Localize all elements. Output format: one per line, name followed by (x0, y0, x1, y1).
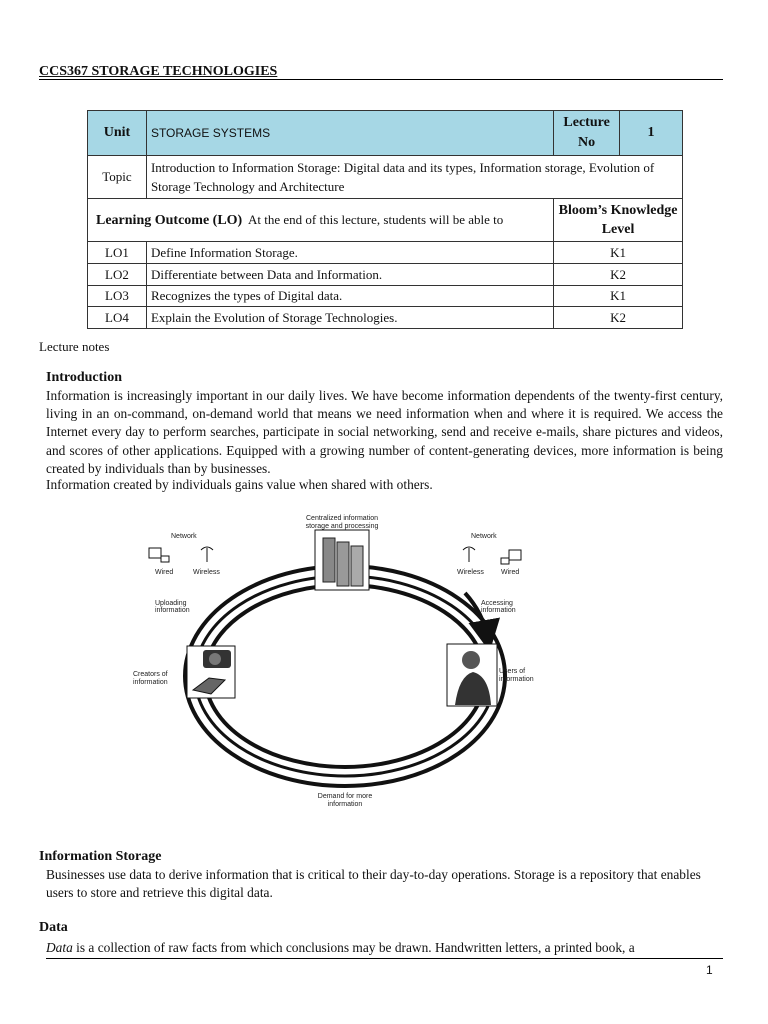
lo-level: K2 (554, 307, 683, 329)
header-rule (39, 79, 723, 80)
demand-label-1: Demand for more (317, 793, 373, 800)
learning-outcomes-table (87, 110, 683, 329)
wired-left-label: Wired (155, 569, 174, 576)
accessing-label-1: Accessing (481, 600, 513, 607)
lo-id: LO2 (88, 264, 147, 286)
users-label-2: information (499, 676, 534, 683)
creators-label-2: information (133, 679, 168, 686)
lo-id: LO1 (88, 242, 147, 264)
uploading-label-2: information (155, 607, 190, 614)
topic-text: Introduction to Information Storage: Digital data and its types, Information storage, Evolution of Storage Technology and Architecture (146, 156, 682, 199)
lo-row (88, 307, 683, 329)
lo-text: Recognizes the types of Digital data. (146, 286, 553, 307)
lo-row (88, 242, 683, 264)
lo-heading-cell (88, 199, 554, 242)
introduction-paragraph: Information is increasingly important in our daily lives. We have become information dependents of the twenty-first century, living in an on-command, on-demand world that means we need information when and where it is required. We access the Internet every day to perform searches, participate in social networking, send and receive e-mails, share pictures and videos, and scores of other applications. Equipped with a growing number of content-generating devices, more information is being created by individuals than by businesses. (46, 388, 723, 476)
lo-text: Differentiate between Data and Information. (146, 264, 553, 286)
network-right-label: Network (471, 533, 497, 540)
wireless-tower-icon (201, 547, 213, 562)
information-storage-heading: Information Storage (39, 849, 162, 864)
lo-level: K2 (554, 264, 683, 286)
data-heading: Data (39, 920, 68, 935)
unit-label: Unit (88, 111, 147, 156)
lecture-no-label: Lecture No (554, 111, 620, 156)
centralized-label-1: Centralized information (306, 515, 378, 522)
wired-right-label: Wired (501, 569, 520, 576)
information-cycle-figure (125, 508, 565, 818)
lo-id: LO4 (88, 307, 147, 329)
creator-devices-icon (187, 646, 235, 698)
introduction-paragraph-2: Information created by individuals gains value when shared with others. (46, 477, 433, 492)
lo-level: K1 (554, 242, 683, 264)
data-term: Data (46, 940, 73, 955)
document-title: CCS367 STORAGE TECHNOLOGIES (39, 64, 278, 79)
introduction-heading: Introduction (46, 370, 122, 385)
centralized-label-2: storage and processing (305, 523, 379, 530)
data-paragraph-text: is a collection of raw facts from which conclusions may be drawn. Handwritten letters, a printed book, a (72, 940, 635, 955)
uploading-label-1: Uploading (155, 600, 187, 607)
server-stack-icon (315, 530, 369, 590)
computer-icon (501, 550, 521, 564)
blooms-heading: Bloom’s Knowledge Level (554, 199, 683, 242)
lo-id: LO3 (88, 286, 147, 307)
lecture-notes-label: Lecture notes (39, 339, 110, 354)
topic-row (88, 156, 683, 199)
computer-icon (149, 548, 169, 562)
data-paragraph (46, 939, 723, 957)
lo-text: Explain the Evolution of Storage Technologies. (146, 307, 553, 329)
wireless-right-label: Wireless (457, 569, 484, 576)
topic-label: Topic (88, 156, 147, 199)
network-left-label: Network (171, 533, 197, 540)
lo-level: K1 (554, 286, 683, 307)
user-person-icon (447, 644, 497, 706)
page-number: 1 (706, 963, 713, 977)
accessing-label-2: information (481, 607, 516, 614)
lo-text: Define Information Storage. (146, 242, 553, 264)
lo-heading-row (88, 199, 683, 242)
lo-intro: At the end of this lecture, students will be able to (248, 211, 504, 227)
information-storage-paragraph: Businesses use data to derive information that is critical to their day-to-day operations. Storage is a repository that enables users to store and retrieve this digital data. (46, 867, 701, 900)
unit-value: STORAGE SYSTEMS (146, 111, 553, 156)
lo-row (88, 264, 683, 286)
creators-label-1: Creators of (133, 671, 168, 678)
unit-row (88, 111, 683, 156)
users-label-1: Users of (499, 668, 526, 675)
lecture-no-value: 1 (620, 111, 683, 156)
lo-heading: Learning Outcome (LO) (96, 212, 243, 228)
wireless-left-label: Wireless (193, 569, 220, 576)
lo-row (88, 286, 683, 307)
wireless-tower-icon (463, 547, 475, 562)
demand-label-2: information (327, 801, 363, 808)
footer-rule (46, 958, 723, 959)
